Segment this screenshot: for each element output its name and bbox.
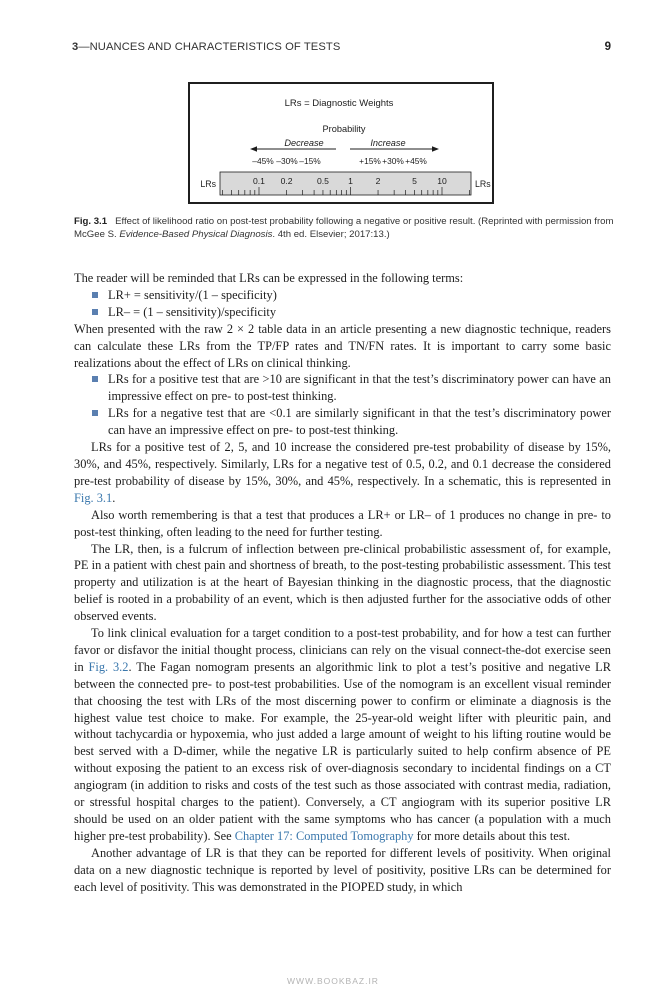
formula-list — [74, 287, 611, 321]
probability-label: Probability — [322, 124, 366, 134]
bullet-marker — [92, 410, 98, 416]
lr-scale-right-label: LRs — [475, 179, 491, 189]
lr-scale-left-label: LRs — [200, 179, 216, 189]
lr-scale-value-label: 5 — [412, 176, 417, 186]
figure-caption-book-title: Evidence-Based Physical Diagnosis — [119, 229, 273, 241]
paragraph-intro: The reader will be reminded that LRs can be expressed in the following terms: — [74, 271, 464, 285]
chapter-number: 3 — [72, 41, 79, 53]
chapter-heading — [72, 41, 340, 53]
percent-labels — [252, 156, 427, 166]
formula-lr-negative: LR– = (1 – sensitivity)/specificity — [108, 304, 277, 319]
lr-scale-value-label: 2 — [375, 176, 381, 186]
decrease-percent-label: –45% — [252, 156, 274, 166]
paragraph-text: for more details about this test. — [413, 828, 571, 843]
formula-item — [74, 304, 611, 321]
fig-3-1-link[interactable]: Fig. 3.1 — [74, 490, 113, 505]
body-text — [74, 270, 611, 896]
figure-caption-label: Fig. 3.1 — [74, 216, 108, 227]
figure-lr-scale — [188, 82, 494, 204]
lr-scale-value-label: 0.1 — [253, 176, 265, 186]
page-number: 9 — [604, 41, 611, 53]
figure-caption-citation: . 4th ed. Elsevier; 2017:13.) — [272, 229, 390, 241]
chapter-17-link[interactable]: Chapter 17: Computed Tomography — [234, 828, 414, 843]
bullet-marker — [92, 309, 98, 315]
bullet-marker — [92, 292, 98, 298]
realization-positive-test: LRs for a positive test that are >10 are significant in that the test’s discriminatory power can have an impressive effect on pre- to post-test thinking. — [108, 372, 611, 404]
paragraph-levels-of-positivity: Another advantage of LR is that they can be reported for different levels of positivity. When original data on a new diagnostic technique is reported by level of positivity, positive LRs can be determined for each level of positivity. This was demonstrated in the PIOPED study, in which — [74, 845, 611, 894]
paragraph-text: . — [112, 490, 116, 505]
figure-caption — [74, 215, 614, 242]
decrease-arrowhead — [250, 146, 257, 151]
lr-scale-diagram — [190, 84, 492, 202]
footer-watermark: WWW.BOOKBAZ.IR — [287, 976, 379, 986]
paragraph-fagan-nomogram — [74, 625, 611, 845]
increase-percent-label: +15% — [359, 156, 381, 166]
realizations-list — [74, 371, 611, 439]
lr-scale-value-label: 10 — [437, 176, 447, 186]
paragraph-text: LRs for a positive test of 2, 5, and 10 increase the considered pre-test probability of disease by 15%, 30%, and 45%, respectively. Similarly, LRs for a negative test of 0.5, 0.2, and 0.1 decrease the considered pre-test probability of disease by 15%, 30%, and 45%, respectively. In a schematic, this is represented in — [74, 440, 611, 488]
running-header — [72, 41, 611, 57]
decrease-percent-label: –15% — [299, 156, 321, 166]
fig-3-2-link[interactable]: Fig. 3.2 — [88, 659, 129, 674]
lr-scale-value-label: 1 — [348, 176, 353, 186]
realization-negative-test: LRs for a negative test that are <0.1 are similarly significant in that the test’s discriminatory power can have an impressive effect on pre- to post-test thinking. — [108, 406, 611, 438]
decrease-percent-label: –30% — [276, 156, 298, 166]
paragraph-text: To link clinical evaluation for a target condition to a post-test probability, and for how a test can further favor or disfavor the initial thought process, clinicians can rely on the visual connect-the-dot exercise seen in — [74, 626, 611, 674]
increase-arrowhead — [432, 146, 439, 151]
paragraph-text: . The Fagan nomogram presents an algorithmic link to plot a test’s positive and negative LR between the connected pre- to post-test probabilities. Use of the nomogram is an excellent visual reminder that choosing the test with LRs of the most discerning power to confirm or eliminate a diagnosis is the highest value test choice to make. For example, the 25-year-old weight lifter with pleuritic pain, and without tachycardia or hypoxemia, who just added a large amount of weight to his lifting routine would be best served with a D-dimer, while the negative LR is particularly suited to help confirm absence of PE without exposing the patient to an excess risk of over-diagnosis secondary to incidental findings on a CT angiogram (in addition to risks and costs of the test such as those associated with contrast media, radiation, or stressful hospital charges to the patient). Conversely, a CT angiogram with its superior positive LR should be used on an older patient with the same symptoms who has cancer (a population with a much higher pre-test probability). See — [74, 659, 611, 843]
chapter-title: —NUANCES AND CHARACTERISTICS OF TESTS — [78, 41, 341, 53]
lr-scale-value-label: 0.5 — [316, 176, 329, 186]
paragraph-lr-percentages — [74, 439, 611, 507]
realization-item — [74, 371, 611, 405]
decrease-label: Decrease — [284, 138, 324, 148]
increase-label: Increase — [370, 138, 406, 148]
paragraph-lr-one: Also worth remembering is that a test that produces a LR+ or LR– of 1 produces no change in pre- to post-test thinking, often leading to the need for further testing. — [74, 507, 611, 539]
formula-lr-positive: LR+ = sensitivity/(1 – specificity) — [108, 287, 277, 302]
increase-percent-label: +30% — [382, 156, 404, 166]
realization-item — [74, 405, 611, 439]
paragraph-raw-table: When presented with the raw 2 × 2 table data in an article presenting a new diagnostic technique, readers can calculate these LRs from the TP/FP rates and TN/FN rates. It is important to carry some basic realizations about the effect of LRs on clinical thinking. — [74, 321, 611, 370]
lr-scale-value-label: 0.2 — [280, 176, 293, 186]
formula-item — [74, 287, 611, 304]
increase-percent-label: +45% — [405, 156, 427, 166]
figure-title: LRs = Diagnostic Weights — [284, 98, 394, 109]
bullet-marker — [92, 376, 98, 382]
paragraph-fulcrum: The LR, then, is a fulcrum of inflection between pre-clinical probabilistic assessment of, for example, PE in a patient with chest pain and shortness of breath, to the post-testing probabilistic assessment. This test property and utilization is at the heart of Bayesian thinking in the diagnostic process, that the diagnostic belief is rooted in a probability of an event, which is then adjusted further for the associative odds of other observed events. — [74, 541, 611, 624]
figure-caption-text: Effect of likelihood ratio on post-test probability following a negative or positive result. (Reprinted with permission from McGee S. — [74, 216, 614, 241]
